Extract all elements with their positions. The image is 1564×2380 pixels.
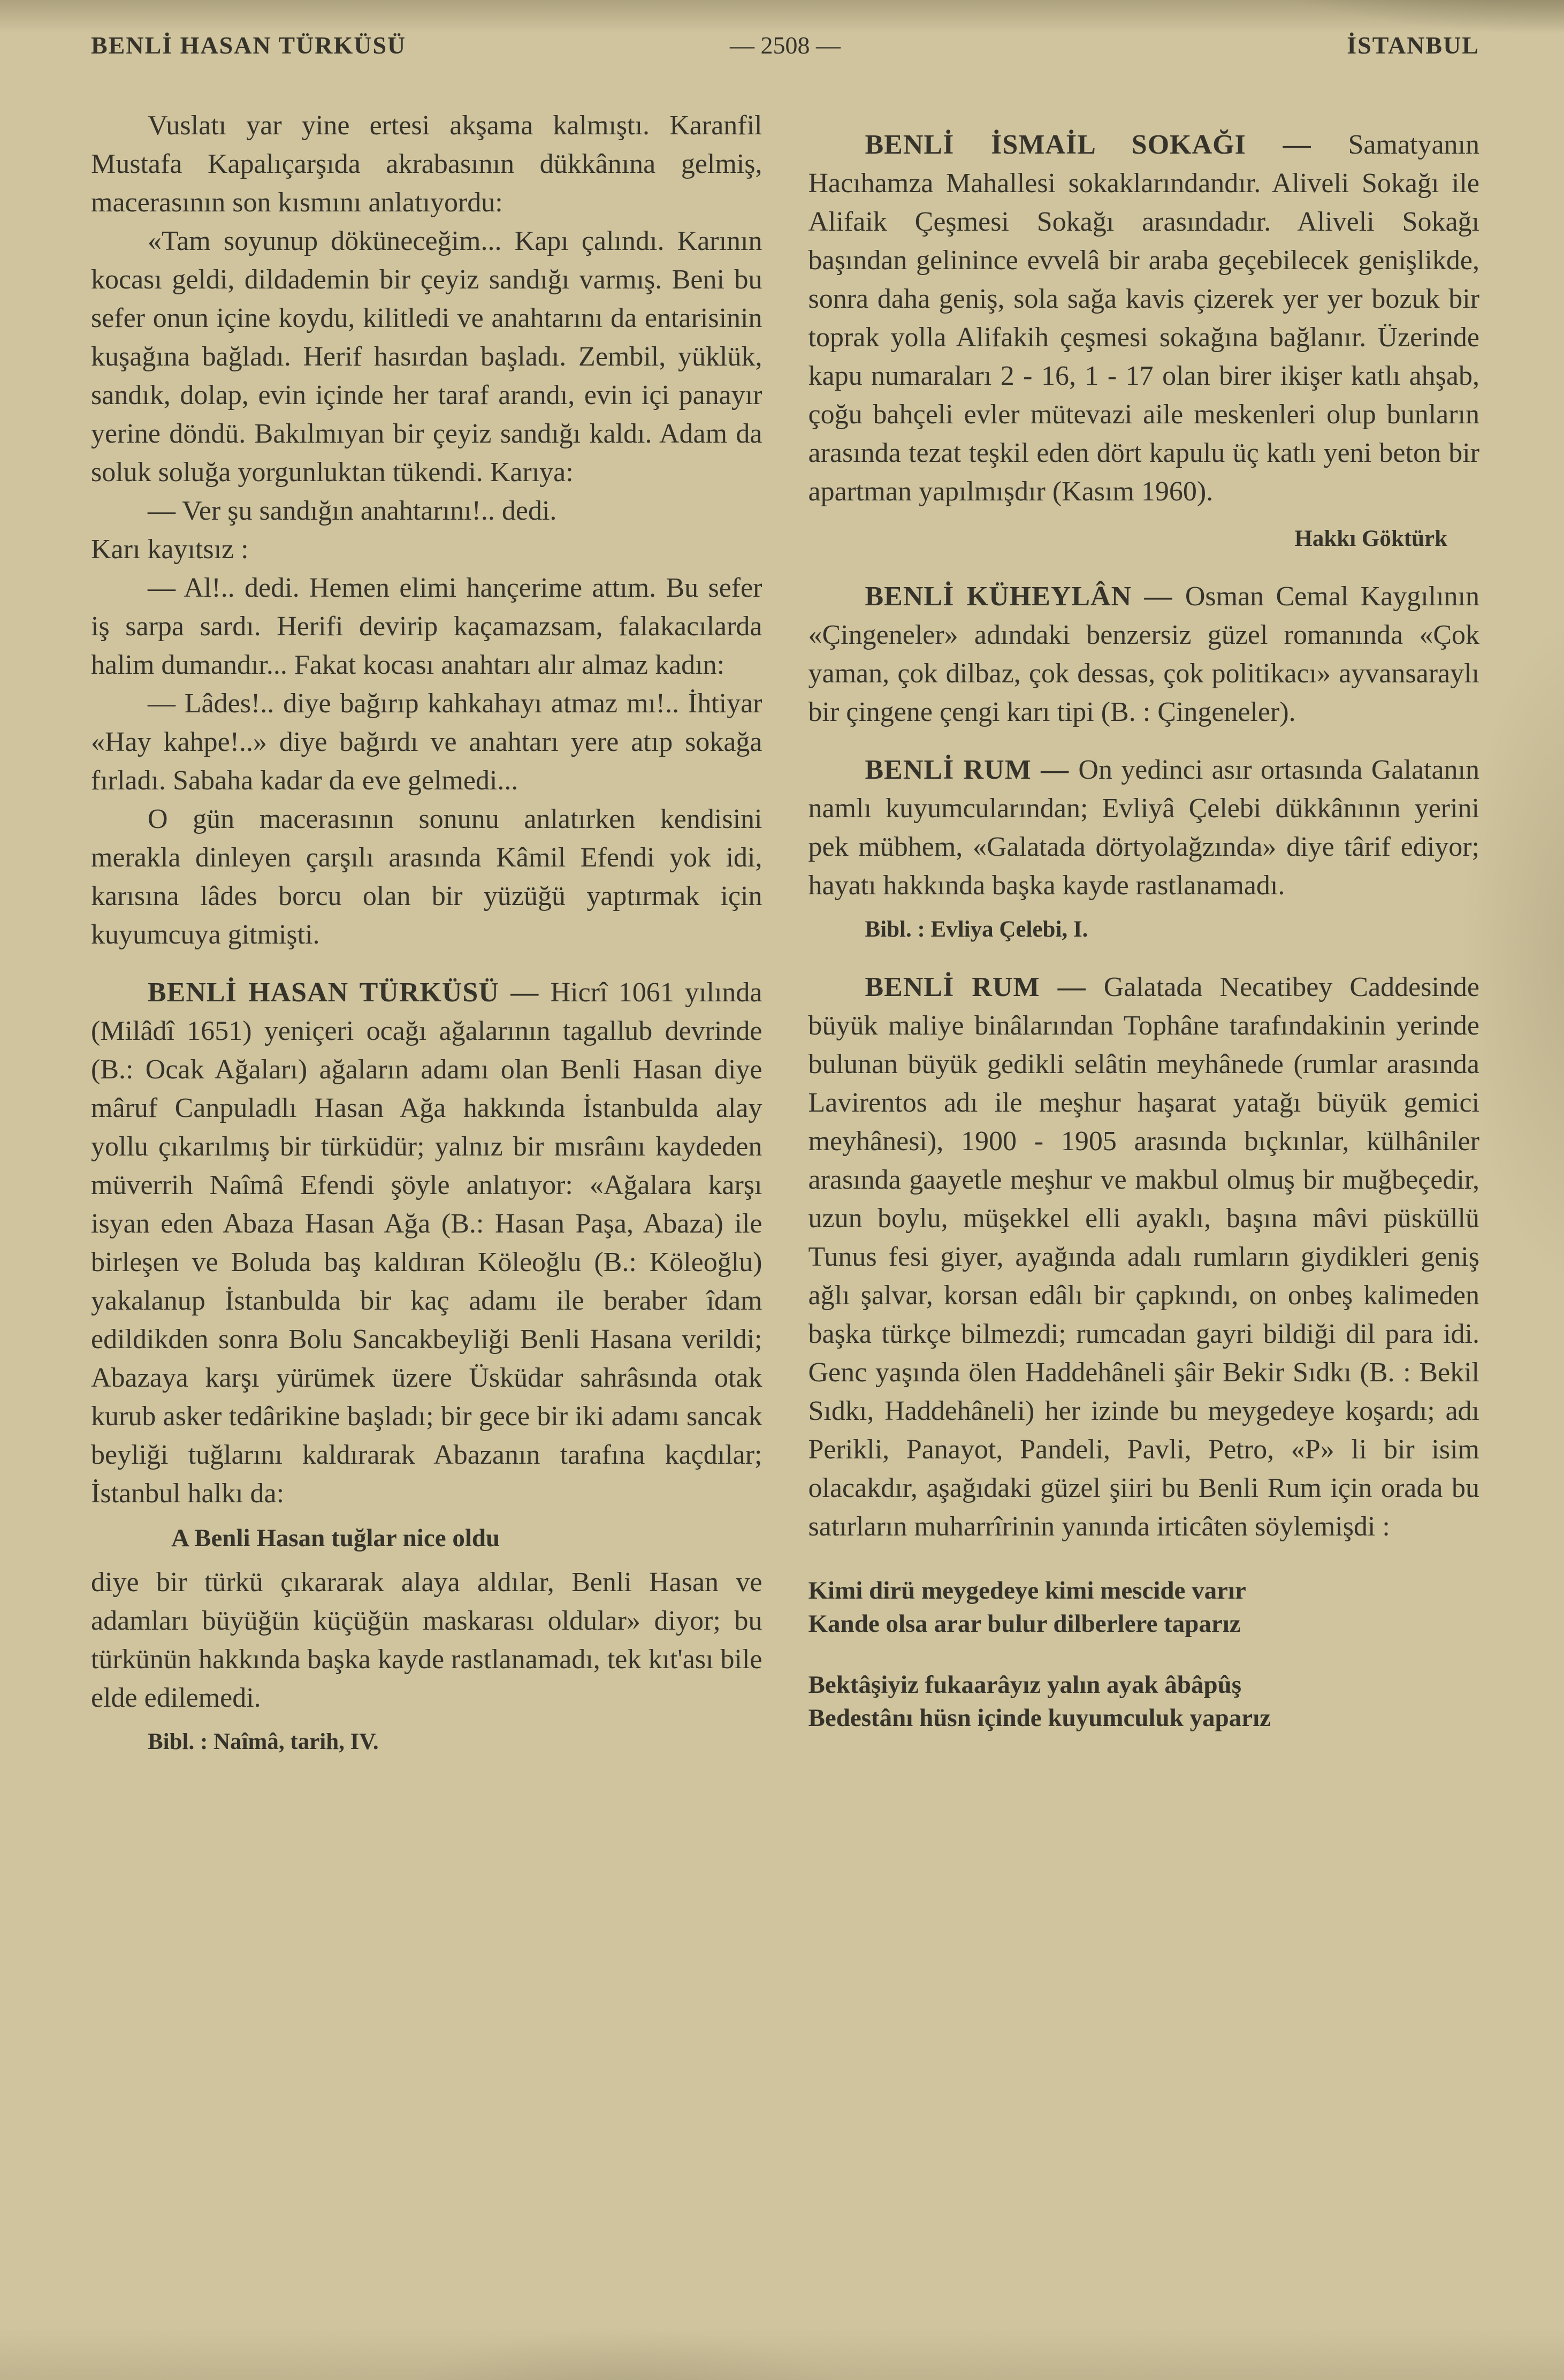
verse-line: A Benli Hasan tuğlar nice oldu: [171, 1524, 500, 1552]
paragraph: diye bir türkü çıkararak alaya aldılar, Benli Hasan ve adamları büyüğün küçüğün maskarası oldular» diyor; bu türkünün hakkında başka kayde rastlanamadı, tek kıt'ası bile elde edilemedi.: [91, 1567, 762, 1713]
verse-line: Kimi dirü meygedeye kimi mescide varır: [808, 1577, 1246, 1605]
verse: [808, 1668, 1480, 1735]
entry-paragraph: BENLİ HASAN TÜRKÜSÜ — Hicrî 1061 yılında (Milâdî 1651) yeniçeri ocağı ağalarının tagallub devrinde (B.: Ocak Ağaları) ağaların adamı olan Benli Hasan diye mâruf Canpuladlı Hasan Ağa hakkında İstanbulda alay yollu çıkarılmış bir türküdür; yalnız bir mısrâını kaydeden müverrih Naîmâ Efendi şöyle anlatıyor: «Ağalara karşı isyan eden Abaza Hasan Ağa (B.: Hasan Paşa, Abaza) ile birleşen ve Boluda baş kaldıran Köleoğlu (B.: Köleoğlu) yakalanup İstanbulda bir kaç adamı ile beraber îdam edildikden sonra Bolu Sancakbeyliği Benli Hasana verildi; Abazaya karşı yürümek üzere Üsküdar sahrâsında otak kurub asker tedârikine başladı; bir gece bir iki adamı sancak beyliği tuğlarını kaldırarak Abazanın tarafına kaçdılar; İstanbul halkı da:: [91, 977, 762, 1509]
dialog-line: — Ver şu sandığın anahtarını!.. dedi.: [148, 496, 557, 526]
entry-paragraph: BENLİ İSMAİL SOKAĞI — Samatyanın Hacıhamza Mahallesi sokaklarındandır. Aliveli Sokağı ile Alifaik Çeşmesi Sokağı arasındadır. Aliveli Sokağı başından gelinince evvelâ bir araba geçebilecek genişlikde, sonra daha geniş, sola sağa kavis çizerek yer yer bozuk bir toprak yolla Alifakih çeşmesi sokağına bağlanır. Üzerinde kapu numaraları 2 - 16, 1 - 17 olan birer ikişer katlı ahşab, çoğu bahçeli evler mütevazi aile meskenleri olup bunların arasında tezat teşkil eden dört kapulu üç katlı yeni beton bir apartman yapılmışdır (Kasım 1960).: [808, 130, 1479, 507]
left-column: [91, 107, 762, 1761]
bibliography-note: Bibl. : Evliya Çelebi, I.: [865, 917, 1088, 942]
verse: [808, 1574, 1480, 1640]
verse: [91, 1522, 762, 1555]
entry-title: BENLİ KÜHEYLÂN —: [865, 581, 1185, 612]
entry-title: BENLİ HASAN TÜRKÜSÜ —: [148, 977, 551, 1008]
paragraph: Vuslatı yar yine ertesi akşama kalmıştı. Karanfil Mustafa Kapalıçarşıda akrabasının dükkânına gelmiş, macerasının son kısmını anlatıyordu:: [91, 110, 762, 218]
running-title-left: BENLİ HASAN TÜRKÜSÜ: [91, 32, 407, 59]
author-byline: Hakkı Göktürk: [1294, 526, 1447, 551]
verse-line: Bektâşiyiz fukaarâyız yalın ayak âbâpûş: [808, 1671, 1242, 1699]
paragraph: O gün macerasının sonunu anlatırken kendisini merakla dinleyen çarşılı arasında Kâmil Efendi yok idi, karısına lâdes borcu olan bir yüzüğü yaptırmak için kuyumcuya gitmişti.: [91, 804, 762, 950]
running-header: [91, 31, 1479, 59]
verse-line: Kande olsa arar bulur dilberlere taparız: [808, 1610, 1241, 1638]
dialog-line: — Al!.. dedi. Hemen elimi hançerime attım. Bu sefer iş sarpa sardı. Herifi devirip kaçamazsam, falakacılarda halim dumandır... Fakat kocası anahtarı alır almaz kadın:: [91, 573, 762, 680]
verse-line: Bedestânı hüsn içinde kuyumculuk yaparız: [808, 1704, 1271, 1732]
bibliography-note: Bibl. : Naîmâ, tarih, IV.: [148, 1729, 379, 1754]
paragraph: Karı kayıtsız :: [91, 534, 249, 565]
running-title-right: İSTANBUL: [1347, 32, 1479, 59]
paragraph: «Tam soyunup döküneceğim... Kapı çalındı. Karının kocası geldi, dildademin bir çeyiz sandığı varmış. Beni bu sefer onun içine koydu, kilitledi ve anahtarını da entarisinin kuşağına bağladı. Herif hasırdan başladı. Zembil, yüklük, sandık, dolap, evin içinde her taraf arandı, evin içi panayır yerine döndü. Bakılmıyan bir çeyiz sandığı kaldı. Adam da soluk soluğa yorgunluktan tükendi. Karıya:: [91, 226, 762, 488]
entry-title: BENLİ İSMAİL SOKAĞI —: [865, 130, 1348, 160]
text-columns: [91, 107, 1479, 1761]
dialog-line: — Lâdes!.. diye bağırıp kahkahayı atmaz mı!.. İhtiyar «Hay kahpe!..» diye bağırdı ve anahtarı yere atıp sokağa fırladı. Sabaha kadar da eve gelmedi...: [91, 688, 762, 796]
entry-paragraph: BENLİ RUM — On yedinci asır ortasında Galatanın namlı kuyumcularından; Evliyâ Çelebi dükkânının yerini pek mübhem, «Galatada dörtyolağzında» diye târif ediyor; hayatı hakkında başka kayde rastlanamadı.: [808, 755, 1479, 901]
entry-paragraph: BENLİ RUM — Galatada Necatibey Caddesinde büyük maliye binâlarından Tophâne tarafındakinin yerinde bulunan büyük gedikli selâtin meyhânede (rumlar arasında Lavirentos adı ile meşhur haşarat yatağı büyük gemici meyhânesi), 1900 - 1905 arasında bıçkınlar, külhâniler arasında gaayetle meşhur ve makbul olmuş bir muğbeçedir, uzun boylu, müşekkel elli ayaklı, başına mâvi püsküllü Tunus fesi giyer, ayağında adalı rumların giydikleri geniş ağlı şalvar, korsan edâlı bir çapkındı, on onbeş kalimeden başka türkçe bilmezdi; rumcadan gayri bildiği dil para idi. Genc yaşında ölen Haddehâneli şâir Bekir Sıdkı (B. : Bekil Sıdkı, Haddehâneli) her izinde bu meygedeye koşardı; adı Perikli, Panayot, Pandeli, Pavli, Petro, «P» li bir isim olacakdır, aşağıdaki güzel şiiri bu Benli Rum için orada bu satırların muharrîrinin yanında irticâten söylemişdi :: [808, 972, 1479, 1542]
entry-title: BENLİ RUM —: [865, 755, 1079, 785]
right-column: [808, 107, 1480, 1761]
page-number: — 2508 —: [730, 32, 841, 59]
entry-title: BENLİ RUM —: [865, 972, 1104, 1002]
entry-paragraph: BENLİ KÜHEYLÂN — Osman Cemal Kaygılının «Çingeneler» adındaki benzersiz güzel romanında «Çok yaman, çok dilbaz, çok dessas, çok politikacı» ayvansaraylı bir çingene çengi karı tipi (B. : Çingeneler).: [808, 581, 1480, 727]
